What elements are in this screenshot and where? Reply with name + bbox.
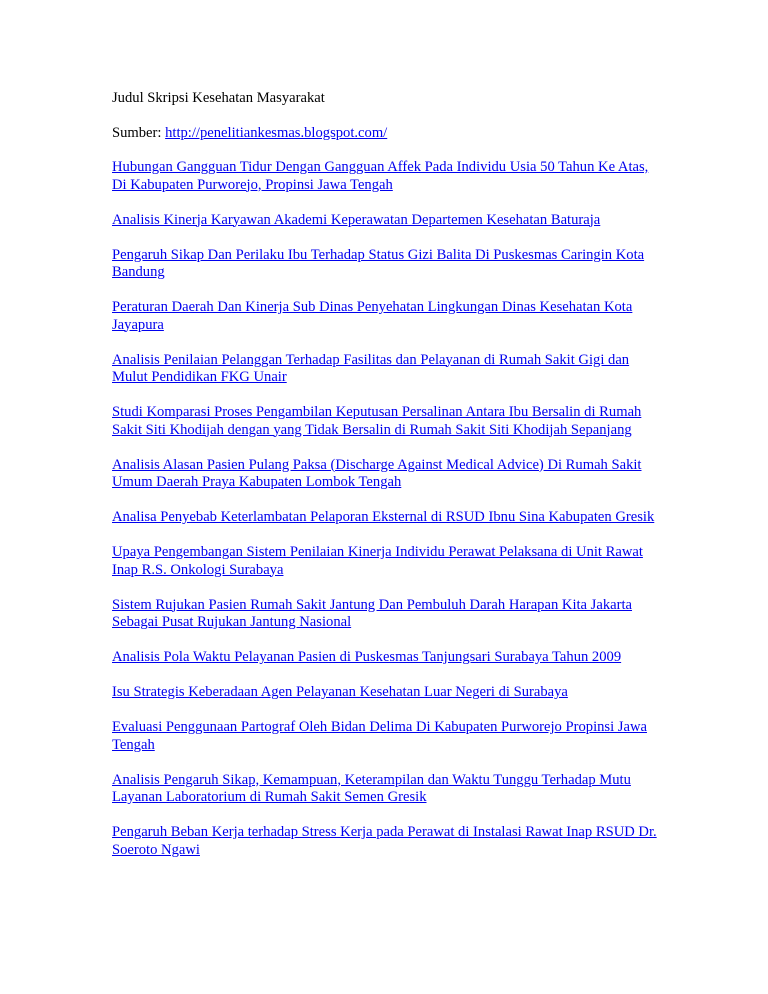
- list-item: [112, 159, 662, 194]
- entry-link[interactable]: Pengaruh Beban Kerja terhadap Stress Kerja pada Perawat di Instalasi Rawat Inap RSUD Dr. Soeroto Ngawi: [112, 824, 657, 858]
- list-item: [112, 597, 662, 632]
- source-link[interactable]: http://penelitiankesmas.blogspot.com/: [165, 124, 388, 141]
- entry-link[interactable]: Analisis Kinerja Karyawan Akademi Keperawatan Departemen Kesehatan Baturaja: [112, 211, 601, 228]
- entry-link[interactable]: Analisis Alasan Pasien Pulang Paksa (Discharge Against Medical Advice) Di Rumah Sakit Umum Daerah Praya Kabupaten Lombok Tengah: [112, 456, 642, 490]
- entry-link[interactable]: Pengaruh Sikap Dan Perilaku Ibu Terhadap Status Gizi Balita Di Puskesmas Caringin Kota Bandung: [112, 246, 645, 280]
- entry-link[interactable]: Analisa Penyebab Keterlambatan Pelaporan Eksternal di RSUD Ibnu Sina Kabupaten Gresik: [112, 509, 655, 525]
- entry-link[interactable]: Peraturan Daerah Dan Kinerja Sub Dinas Penyehatan Lingkungan Dinas Kesehatan Kota Jayapura: [112, 299, 633, 333]
- list-item: [112, 772, 662, 807]
- entry-link[interactable]: Evaluasi Penggunaan Partograf Oleh Bidan Delima Di Kabupaten Purworejo Propinsi Jawa Tengah: [112, 719, 647, 753]
- list-item: [112, 457, 662, 492]
- list-item: [112, 684, 662, 702]
- list-item: [112, 352, 662, 387]
- list-item: [112, 247, 662, 282]
- entry-link[interactable]: Hubungan Gangguan Tidur Dengan Gangguan Affek Pada Individu Usia 50 Tahun Ke Atas, Di Kabupaten Purworejo, Propinsi Jawa Tengah: [112, 159, 649, 193]
- entry-link[interactable]: Sistem Rujukan Pasien Rumah Sakit Jantung Dan Pembuluh Darah Harapan Kita Jakarta Sebagai Pusat Rujukan Jantung Nasional: [112, 596, 633, 630]
- list-item: [112, 824, 662, 859]
- document-title: Judul Skripsi Kesehatan Masyarakat: [112, 90, 325, 106]
- list-item: [112, 544, 662, 579]
- entry-link[interactable]: Analisis Pengaruh Sikap, Kemampuan, Keterampilan dan Waktu Tunggu Terhadap Mutu Layanan Laboratorium di Rumah Sakit Semen Gresik: [112, 771, 631, 805]
- entry-list: [112, 159, 662, 859]
- entry-link[interactable]: Analisis Penilaian Pelanggan Terhadap Fasilitas dan Pelayanan di Rumah Sakit Gigi dan Mulut Pendidikan FKG Unair: [112, 351, 630, 385]
- entry-link[interactable]: Analisis Pola Waktu Pelayanan Pasien di Puskesmas Tanjungsari Surabaya Tahun 2009: [112, 649, 622, 665]
- entry-link[interactable]: Studi Komparasi Proses Pengambilan Keputusan Persalinan Antara Ibu Bersalin di Rumah Sakit Siti Khodijah dengan yang Tidak Bersalin di Rumah Sakit Siti Khodijah Sepanjang: [112, 404, 642, 438]
- list-item: [112, 212, 662, 230]
- list-item: [112, 509, 662, 527]
- list-item: [112, 719, 662, 754]
- source-label: Sumber:: [112, 124, 166, 141]
- entry-link[interactable]: Isu Strategis Keberadaan Agen Pelayanan Kesehatan Luar Negeri di Surabaya: [112, 684, 568, 700]
- source-line: [112, 125, 662, 143]
- list-item: [112, 404, 662, 439]
- document-page: [112, 90, 662, 877]
- entry-link[interactable]: Upaya Pengembangan Sistem Penilaian Kinerja Individu Perawat Pelaksana di Unit Rawat Inap R.S. Onkologi Surabaya: [112, 544, 643, 578]
- list-item: [112, 299, 662, 334]
- list-item: [112, 649, 662, 667]
